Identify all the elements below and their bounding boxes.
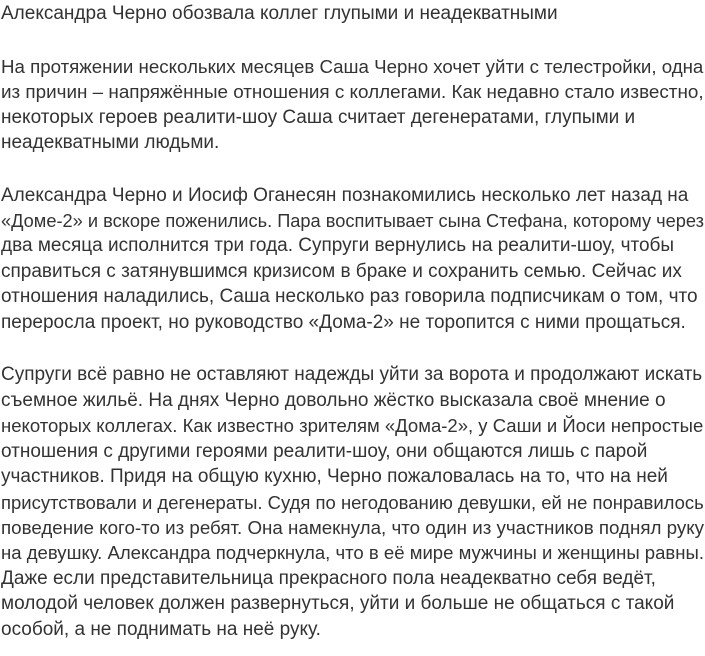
paragraph-1-line-3: некоторых героев реалити-шоу Саша считает дегенератами, глупыми и: [1, 107, 636, 128]
paragraph-2-line-1: Александра Черно и Иосиф Оганесян познакомились несколько лет назад на: [1, 185, 689, 206]
paragraph-3-line-3: некоторых коллегах. Как известно зрителям «Дома-2», у Саши и Йоси непростые: [1, 415, 704, 436]
paragraph-3-line-7: поведение кого-то из ребят. Она намекнула, что один из участников поднял руку: [1, 517, 705, 538]
paragraph-3-line-4: отношения с другими героями реалити-шоу, они общаются лишь с парой: [1, 441, 648, 462]
paragraph-3-line-5: участников. Придя на общую кухню, Черно пожаловалась на то, что на ней: [1, 466, 668, 487]
paragraph-2-line-6: переросла проект, но руководство «Дома-2» не торопится с ними прощаться.: [1, 312, 686, 333]
paragraph-2-line-4: справиться с затянувшимся кризисом в браке и сохранить семью. Сейчас их: [1, 261, 682, 282]
paragraph-2-line-2: «Доме-2» и вскоре поженились. Пара воспитывает сына Стефана, которому через: [1, 211, 705, 231]
paragraph-1-line-4: неадекватными людьми.: [1, 132, 220, 153]
paragraph-1-line-1: На протяжении нескольких месяцев Саша Черно хочет уйти с телестройки, одна: [1, 56, 704, 77]
paragraph-3-line-2: съемное жильё. На днях Черно довольно жёстко высказала своё мнение о: [1, 390, 666, 411]
paragraph-3-line-9: Даже если представительница прекрасного пола неадекватно себя ведёт,: [1, 568, 656, 589]
paragraph-2-line-5: отношения наладились, Саша несколько раз говорила подписчикам о том, что: [1, 286, 698, 307]
paragraph-2-line-3: два месяца исполнится три года. Супруги вернулись на реалити-шоу, чтобы: [1, 235, 675, 256]
article-title: Александра Черно обозвала коллег глупыми и неадекватными: [1, 3, 558, 24]
paragraph-1-line-2: из причин – напряжённые отношения с коллегами. Как недавно стало известно,: [1, 81, 704, 102]
paragraph-3-line-11: особой, а не поднимать на неё руку.: [1, 619, 321, 640]
paragraph-3-line-10: молодой человек должен развернуться, уйти и больше не общаться с такой: [1, 593, 675, 614]
paragraph-3-line-8: на девушку. Александра подчеркнула, что в её мире мужчины и женщины равны.: [1, 542, 705, 563]
paragraph-3-line-1: Супруги всё равно не оставляют надежды уйти за ворота и продолжают искать: [1, 364, 703, 385]
paragraph-3-line-6: присутствовали и дегенераты. Судя по негодованию девушки, ей не понравилось: [1, 492, 704, 513]
